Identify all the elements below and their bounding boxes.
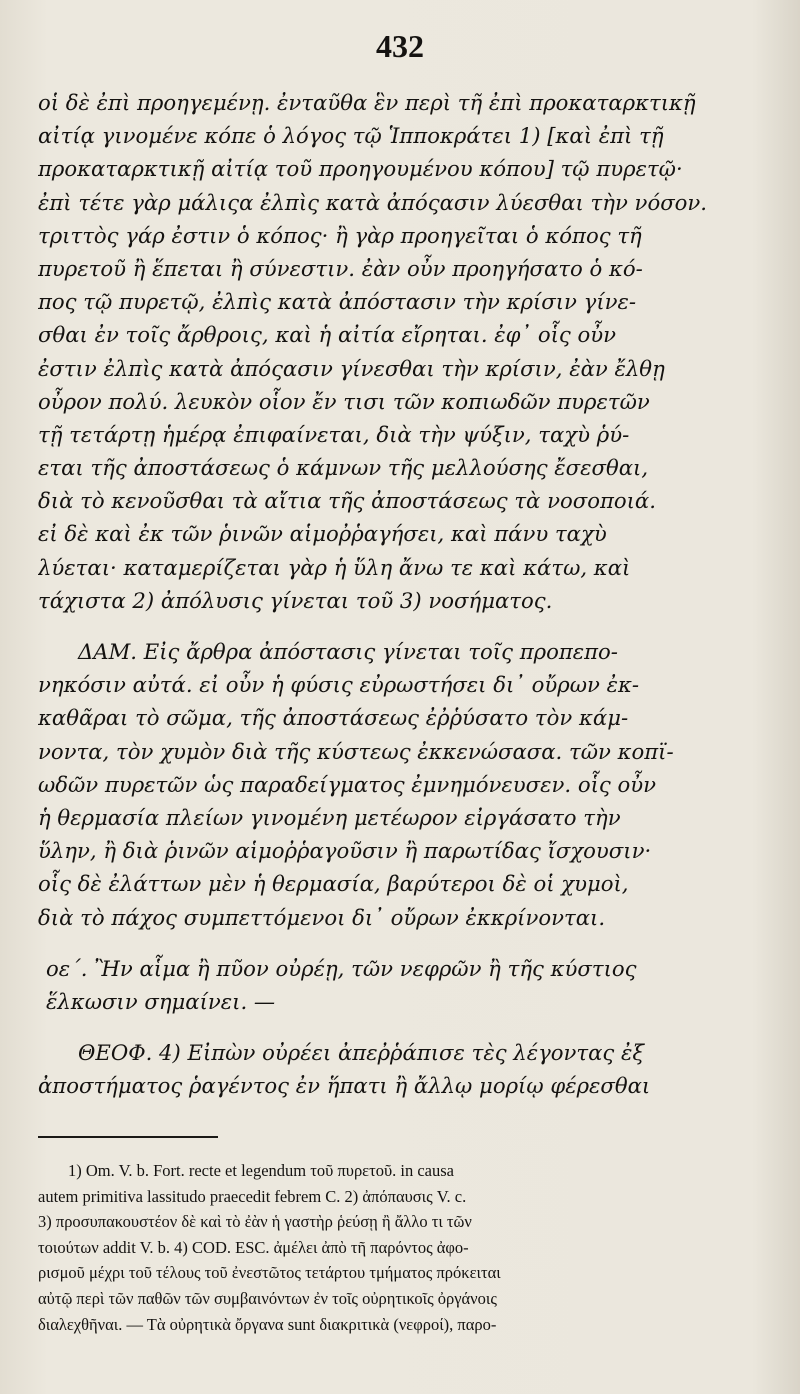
paragraph-gap	[38, 617, 738, 635]
text-line: ἡ θερμασία πλείων γινομένη μετέωρον εἰργάσατο τὴν	[38, 804, 621, 830]
text-line: οε΄. Ἢν αἷμα ἢ πῦον οὐρέῃ, τῶν νεφρῶν ἢ τῆς κύστιος	[46, 955, 637, 981]
text-line: νοντα, τὸν χυμὸν διὰ τῆς κύστεως ἐκκενώσασα. τῶν κοπϊ-	[38, 738, 674, 764]
footnote-line: autem primitiva lassitudo praecedit febrem C. 2) ἀπόπαυσις V. c.	[38, 1186, 467, 1206]
text-line: ἀποστήματος ῥαγέντος ἐν ἥπατι ἢ ἄλλῳ μορίῳ φέρεσθαι	[38, 1073, 651, 1099]
text-line: ωδῶν πυρετῶν ὡς παραδείγματος ἐμνημόνευσεν. οἷς οὖν	[38, 771, 657, 797]
text-line: οἷς δὲ ἐλάττων μὲν ἡ θερμασία, βαρύτεροι δὲ οἱ χυμοὶ,	[38, 871, 629, 897]
text-line: προκαταρκτικῇ αἰτίᾳ τοῦ προηγουμένου κόπου] τῷ πυρετῷ·	[38, 156, 683, 182]
text-line: πος τῷ πυρετῷ, ἐλπὶς κατὰ ἀπόστασιν τὴν κρίσιν γίνε-	[38, 289, 637, 315]
text-line: πυρετοῦ ἢ ἕπεται ἢ σύνεστιν. ἐὰν οὖν προηγήσατο ὁ κό-	[38, 255, 643, 281]
paragraph-gap	[38, 1018, 738, 1036]
text-line: οὖρον πολύ. λευκὸν οἷον ἔν τισι τῶν κοπιωδῶν πυρετῶν	[38, 388, 650, 414]
text-line: ἐπὶ τέτε γὰρ μάλιςα ἐλπὶς κατὰ ἀπόςασιν λύεσθαι τὴν νόσον.	[38, 189, 708, 215]
text-line: εται τῆς ἀποστάσεως ὁ κάμνων τῆς μελλούσης ἔσεσθαι,	[38, 455, 649, 481]
text-line: ἐστιν ἐλπὶς κατὰ ἀπόςασιν γίνεσθαι τὴν κρίσιν, ἐὰν ἔλθῃ	[38, 355, 665, 381]
footnote-line: 1) Om. V. b. Fort. recte et legendum τοῦ πυρετοῦ. in causa	[68, 1161, 455, 1180]
text-line: ἕλκωσιν σημαίνει. —	[46, 988, 276, 1014]
page-number: 432	[376, 28, 424, 64]
text-line: τάχιστα 2) ἀπόλυσις γίνεται τοῦ 3) νοσήματος.	[38, 587, 553, 613]
text-line: λύεται· καταμερίζεται γὰρ ἡ ὕλη ἄνω τε καὶ κάτω, καὶ	[38, 554, 631, 580]
text-line: καθᾶραι τὸ σῶμα, τῆς ἀποστάσεως ἐῤῥύσατο τὸν κάμ-	[38, 705, 629, 731]
footnote-rule	[38, 1136, 218, 1138]
text-line: τριττὸς γάρ ἐστιν ὁ κόπος· ἢ γὰρ προηγεῖται ὁ κόπος τῆ	[38, 222, 642, 248]
text-line: αἰτίᾳ γινομένε κόπε ὁ λόγος τῷ Ἱπποκράτει 1) [καὶ ἐπὶ τῇ	[38, 123, 664, 149]
footnotes	[38, 1158, 738, 1337]
footnote-line: τοιούτων addit V. b. 4) COD. ESC. ἀμέλει ἀπὸ τῆ παρόντος ἀφο-	[38, 1237, 469, 1257]
footnote-line: αὐτῷ περὶ τῶν παθῶν τῶν συμβαινόντων ἐν τοῖς οὐρητικοῖς ὀργάνοις	[38, 1288, 497, 1308]
text-line: νηκόσιν αὐτά. εἰ οὖν ἡ φύσις εὐρωστήσει δι᾽ οὔρων ἐκ-	[38, 672, 640, 698]
text-line: εἰ δὲ καὶ ἐκ τῶν ῥινῶν αἱμοῤῥαγήσει, καὶ πάνυ ταχὺ	[38, 521, 607, 547]
paragraph-gap	[38, 934, 738, 952]
text-line: διὰ τὸ κενοῦσθαι τὰ αἴτια τῆς ἀποστάσεως τὰ νοσοποιά.	[38, 488, 656, 514]
text-line: διὰ τὸ πάχος συμπεττόμενοι δι᾽ οὔρων ἐκκρίνονται.	[38, 904, 606, 930]
text-line: ΔΑΜ. Εἰς ἄρθρα ἀπόστασις γίνεται τοῖς προπεπο-	[78, 639, 618, 664]
text-line: τῇ τετάρτῃ ἡμέρᾳ ἐπιφαίνεται, διὰ τὴν ψύξιν, ταχὺ ῥύ-	[38, 421, 630, 447]
footnote-line: ρισμοῦ μέχρι τοῦ τέλους τοῦ ἐνεστῶτος τετάρτου τμήματος πρόκειται	[38, 1263, 501, 1283]
footnote-line: 3) προσυπακουστέον δὲ καὶ τὸ ἐὰν ἡ γαστὴρ ῥεύσῃ ἢ ἄλλο τι τῶν	[38, 1212, 472, 1232]
text-line: ὕλην, ἢ διὰ ῥινῶν αἱμοῤῥαγοῦσιν ἢ παρωτίδας ἴσχουσιν·	[38, 838, 652, 864]
text-line: οἱ δὲ ἐπὶ προηγεμένῃ. ἐνταῦθα ἓν περὶ τῆ ἐπὶ προκαταρκτικῇ	[38, 90, 696, 115]
main-text	[38, 86, 738, 1102]
footnote-line: διαλεχθῆναι. — Τὰ οὐρητικὰ ὄργανα sunt διακριτικὰ (νεφροί), παρο-	[38, 1314, 497, 1334]
text-line: ΘΕΟΦ. 4) Εἰπὼν οὐρέει ἀπεῤῥάπισε τὲς λέγοντας ἐξ	[78, 1040, 645, 1066]
text-line: σθαι ἐν τοῖς ἄρθροις, καὶ ἡ αἰτία εἴρηται. ἐφ᾽ οἷς οὖν	[38, 322, 617, 348]
